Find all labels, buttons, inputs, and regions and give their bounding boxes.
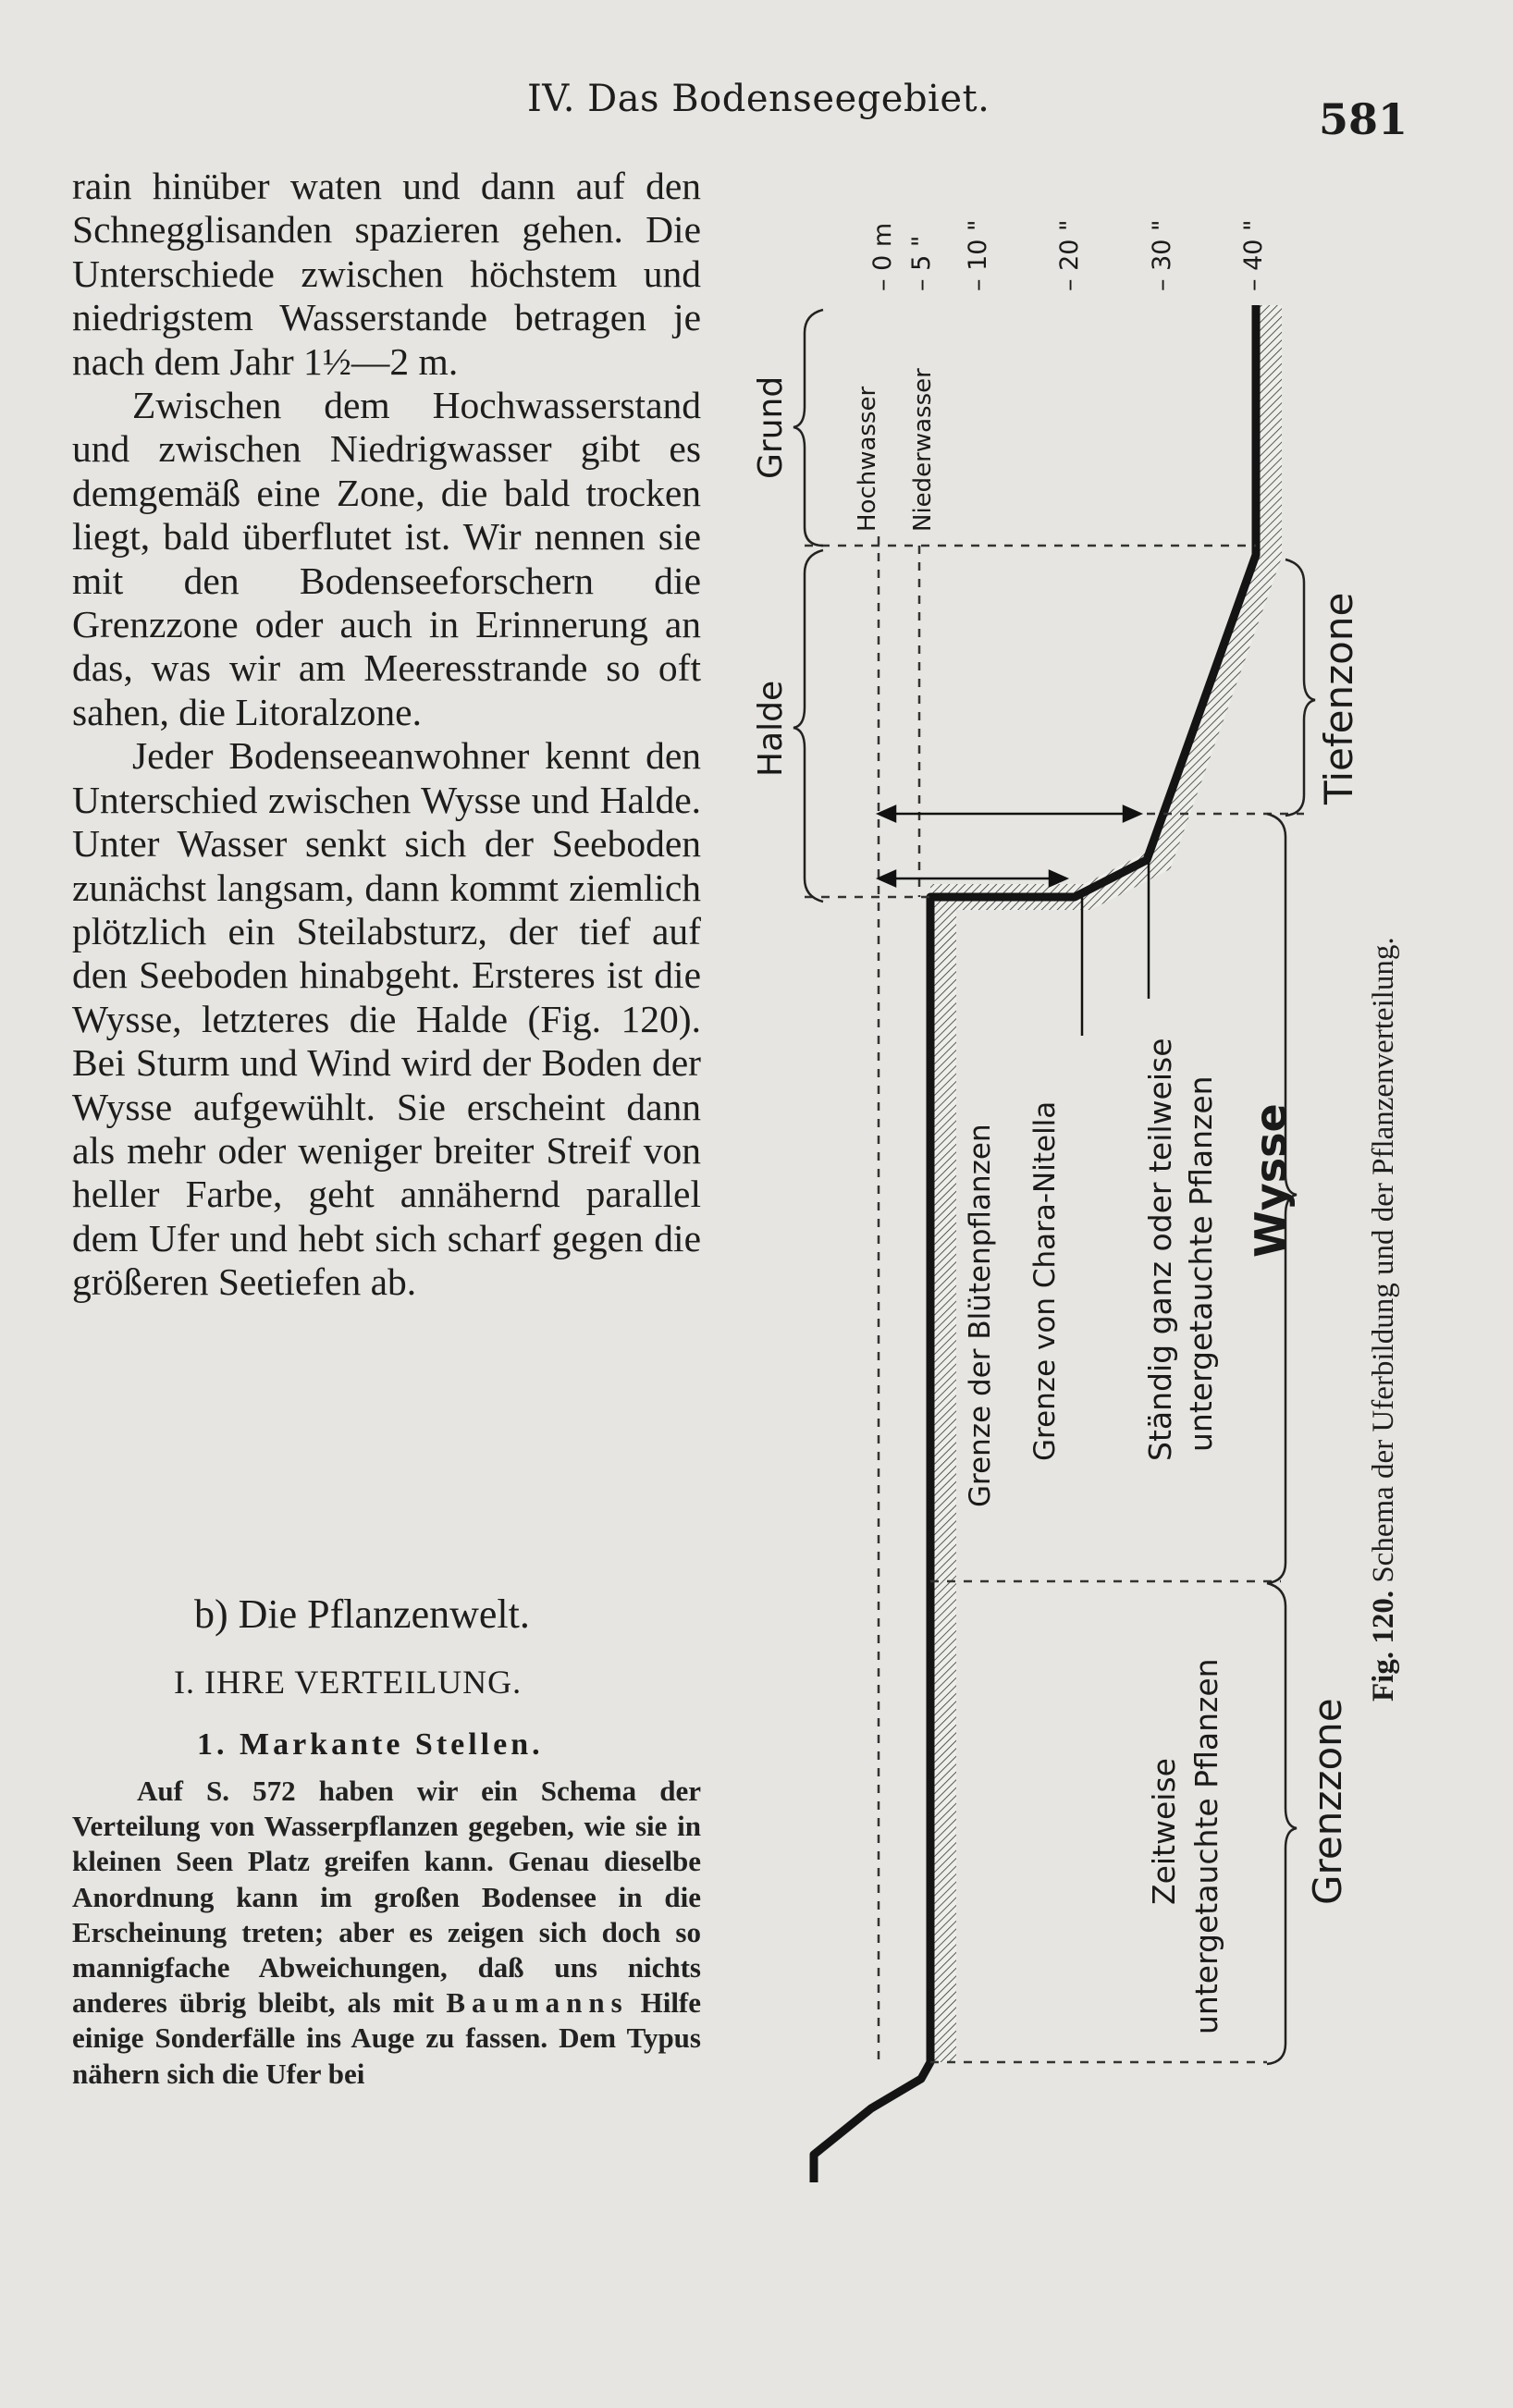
depth-label-0: – 0 m [868,222,897,291]
tiefenzone-label: Tiefenzone [1316,592,1361,805]
header-title: IV. Das Bodenseegebiet. [527,78,990,120]
grund-label: Grund [752,375,790,479]
halde-brace [793,550,823,902]
main-text [72,165,701,1305]
author-name: Baumanns [446,1986,629,2020]
niederwasser-label: Niederwasser [909,368,937,532]
paragraph-1: rain hinüber waten und dann auf den Schnegglisanden spazieren gehen. Die Unterschiede zwischen höchstem und niedrigstem Wasserstande betragen je nach dem Jahr 1½—2 m. [72,165,701,383]
staendig-label-1: Ständig ganz oder teilweise [1142,1038,1178,1461]
grenzzone-brace [1267,1583,1297,2064]
paragraph-2: Zwischen dem Hochwasserstand und zwischen Niedrigwasser gibt es demgemäß eine Zone, die bald trocken liegt, bald überflutet ist. Wir nennen sie mit den Bodenseeforschern die Grenzzone oder auch in Erinnerung an das, was wir am Meeresstrande so oft sahen, die Litoralzone. [72,384,701,733]
zeitweise-label-1: Zeitweise [1146,1758,1182,1905]
figure-caption [1367,937,1401,1702]
small-text-block [72,1774,701,2092]
tiefenzone-brace [1285,559,1315,816]
grund-brace [793,310,823,546]
small-paragraph-part-a: Auf S. 572 haben wir ein Schema der Verteilung von Wasserpflanzen gegeben, wie sie in kleinen Seen Platz greifen kann. Genau dieselbe Anordnung kann im großen Bodensee in die Erscheinung treten; aber es zeigen sich doch so mannigfache Abweichungen, daß uns nichts anderes übrig bleibt, als mit [72,1775,701,2020]
section-heading-b: b) Die Pflanzenwelt. [194,1591,530,1637]
depth-label-30: – 30 " [1148,219,1176,291]
figure-number: Fig. 120. [1367,1590,1400,1702]
zeitweise-label-2: untergetauchte Pflanzen [1188,1658,1224,2034]
depth-label-10: – 10 " [964,219,992,291]
depth-label-20: – 20 " [1055,219,1084,291]
small-paragraph-part-b: Hilfe einige Sonderfälle ins Auge zu fassen. Dem Typus nähern sich die Ufer bei [72,1986,702,2090]
grenzzone-label: Grenzzone [1305,1698,1350,1905]
section-heading-markante-stellen: 1. Markante Stellen. [197,1727,544,1762]
halde-label: Halde [752,680,790,777]
bluetenpflanzen-label: Grenze der Blütenpflanzen [964,1124,997,1507]
paragraph-3: Jeder Bodenseeanwohner kennt den Unterschied zwischen Wysse und Halde. Unter Wasser senkt sich der Seeboden zunächst langsam, dann kommt ziemlich plötzlich ein Steilabsturz, der tief auf den Seeboden hinabgeht. Ersteres ist die Wysse, letzteres die Halde (Fig. 120). Bei Sturm und Wind wird der Boden der Wysse aufgewühlt. Sie erscheint dann als mehr oder weniger breiter Streif von heller Farbe, geht annähernd parallel dem Ufer und hebt sich scharf gegen die größeren Seetiefen ab. [72,734,701,1304]
small-paragraph [72,1774,701,2092]
chara-label: Grenze von Chara-Nitella [1028,1100,1062,1461]
staendig-label-2: untergetauchte Pflanzen [1183,1075,1219,1452]
page-number: 581 [1319,94,1408,144]
depth-label-40: – 40 " [1239,219,1268,291]
figure-120 [712,166,1443,2219]
running-header [0,74,1513,144]
depth-label-5: – 5 " [907,235,936,291]
range-arrows [879,806,1149,1036]
wysse-label: Wysse [1246,1103,1296,1258]
hochwasser-label: Hochwasser [854,386,881,532]
section-heading-verteilung: I. IHRE VERTEILUNG. [174,1664,523,1701]
figure-caption-text: Schema der Uferbildung und der Pflanzenverteilung. [1367,937,1400,1583]
